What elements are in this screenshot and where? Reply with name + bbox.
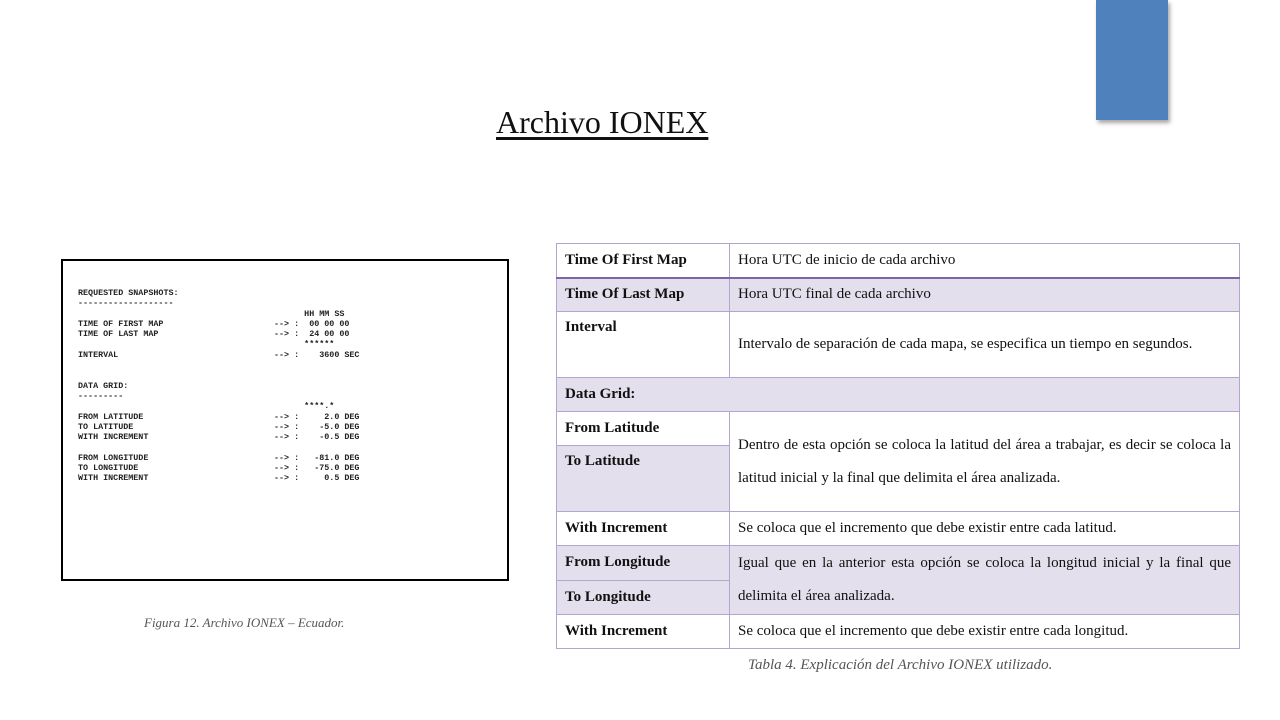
page-title: Archivo IONEX (496, 104, 709, 140)
desc-cell: Se coloca que el incremento que debe existir entre cada longitud. (730, 615, 1240, 649)
key-cell: From Latitude (557, 412, 730, 446)
table-row (557, 244, 1240, 278)
table-caption: Tabla 4. Explicación del Archivo IONEX utilizado. (748, 657, 1053, 673)
desc-cell: Dentro de esta opción se coloca la latitud del área a trabajar, es decir se coloca la latitud inicial y la final que delimita el área analizada. (730, 412, 1240, 512)
desc-cell: Hora UTC final de cada archivo (730, 278, 1240, 312)
table-row (557, 378, 1240, 412)
key-cell: With Increment (557, 615, 730, 649)
desc-cell: Se coloca que el incremento que debe existir entre cada latitud. (730, 512, 1240, 546)
ionex-figure (61, 259, 509, 581)
key-cell: To Longitude (557, 580, 730, 615)
table-row (557, 312, 1240, 378)
key-cell: Time Of First Map (557, 244, 730, 278)
table-row (557, 512, 1240, 546)
table-row (557, 412, 1240, 446)
key-cell: Interval (557, 312, 730, 378)
figure-caption: Figura 12. Archivo IONEX – Ecuador. (144, 615, 345, 630)
accent-bar (1096, 0, 1168, 120)
ionex-explanation-table (556, 243, 1240, 649)
table-row (557, 615, 1240, 649)
desc-cell: Hora UTC de inicio de cada archivo (730, 244, 1240, 278)
table-row (557, 278, 1240, 312)
key-cell: To Latitude (557, 446, 730, 512)
key-cell: Time Of Last Map (557, 278, 730, 312)
key-cell: With Increment (557, 512, 730, 546)
table-row (557, 546, 1240, 581)
section-cell: Data Grid: (557, 378, 1240, 412)
key-cell: From Longitude (557, 546, 730, 581)
desc-cell: Igual que en la anterior esta opción se coloca la longitud inicial y la final que delimita el área analizada. (730, 546, 1240, 615)
ionex-code-listing: REQUESTED SNAPSHOTS: ------------------- HH MM SS TIME OF FIRST MAP --> : 00 00 00 TIME OF LAST MAP --> : 24 00 00 ****** INTERVAL --> : 3600 SEC DATA GRID: --------- ****.* FROM LATITUDE --> : 2.0 DEG TO LATITUDE --> : -5.0 DEG WITH INCREMENT --> : -0.5 DEG FROM LONGITUDE --> : -81.0 DEG TO LONGITUDE --> : -75.0 DEG WITH INCREMENT --> : 0.5 DEG (78, 288, 360, 484)
desc-cell: Intervalo de separación de cada mapa, se especifica un tiempo en segundos. (730, 312, 1240, 378)
